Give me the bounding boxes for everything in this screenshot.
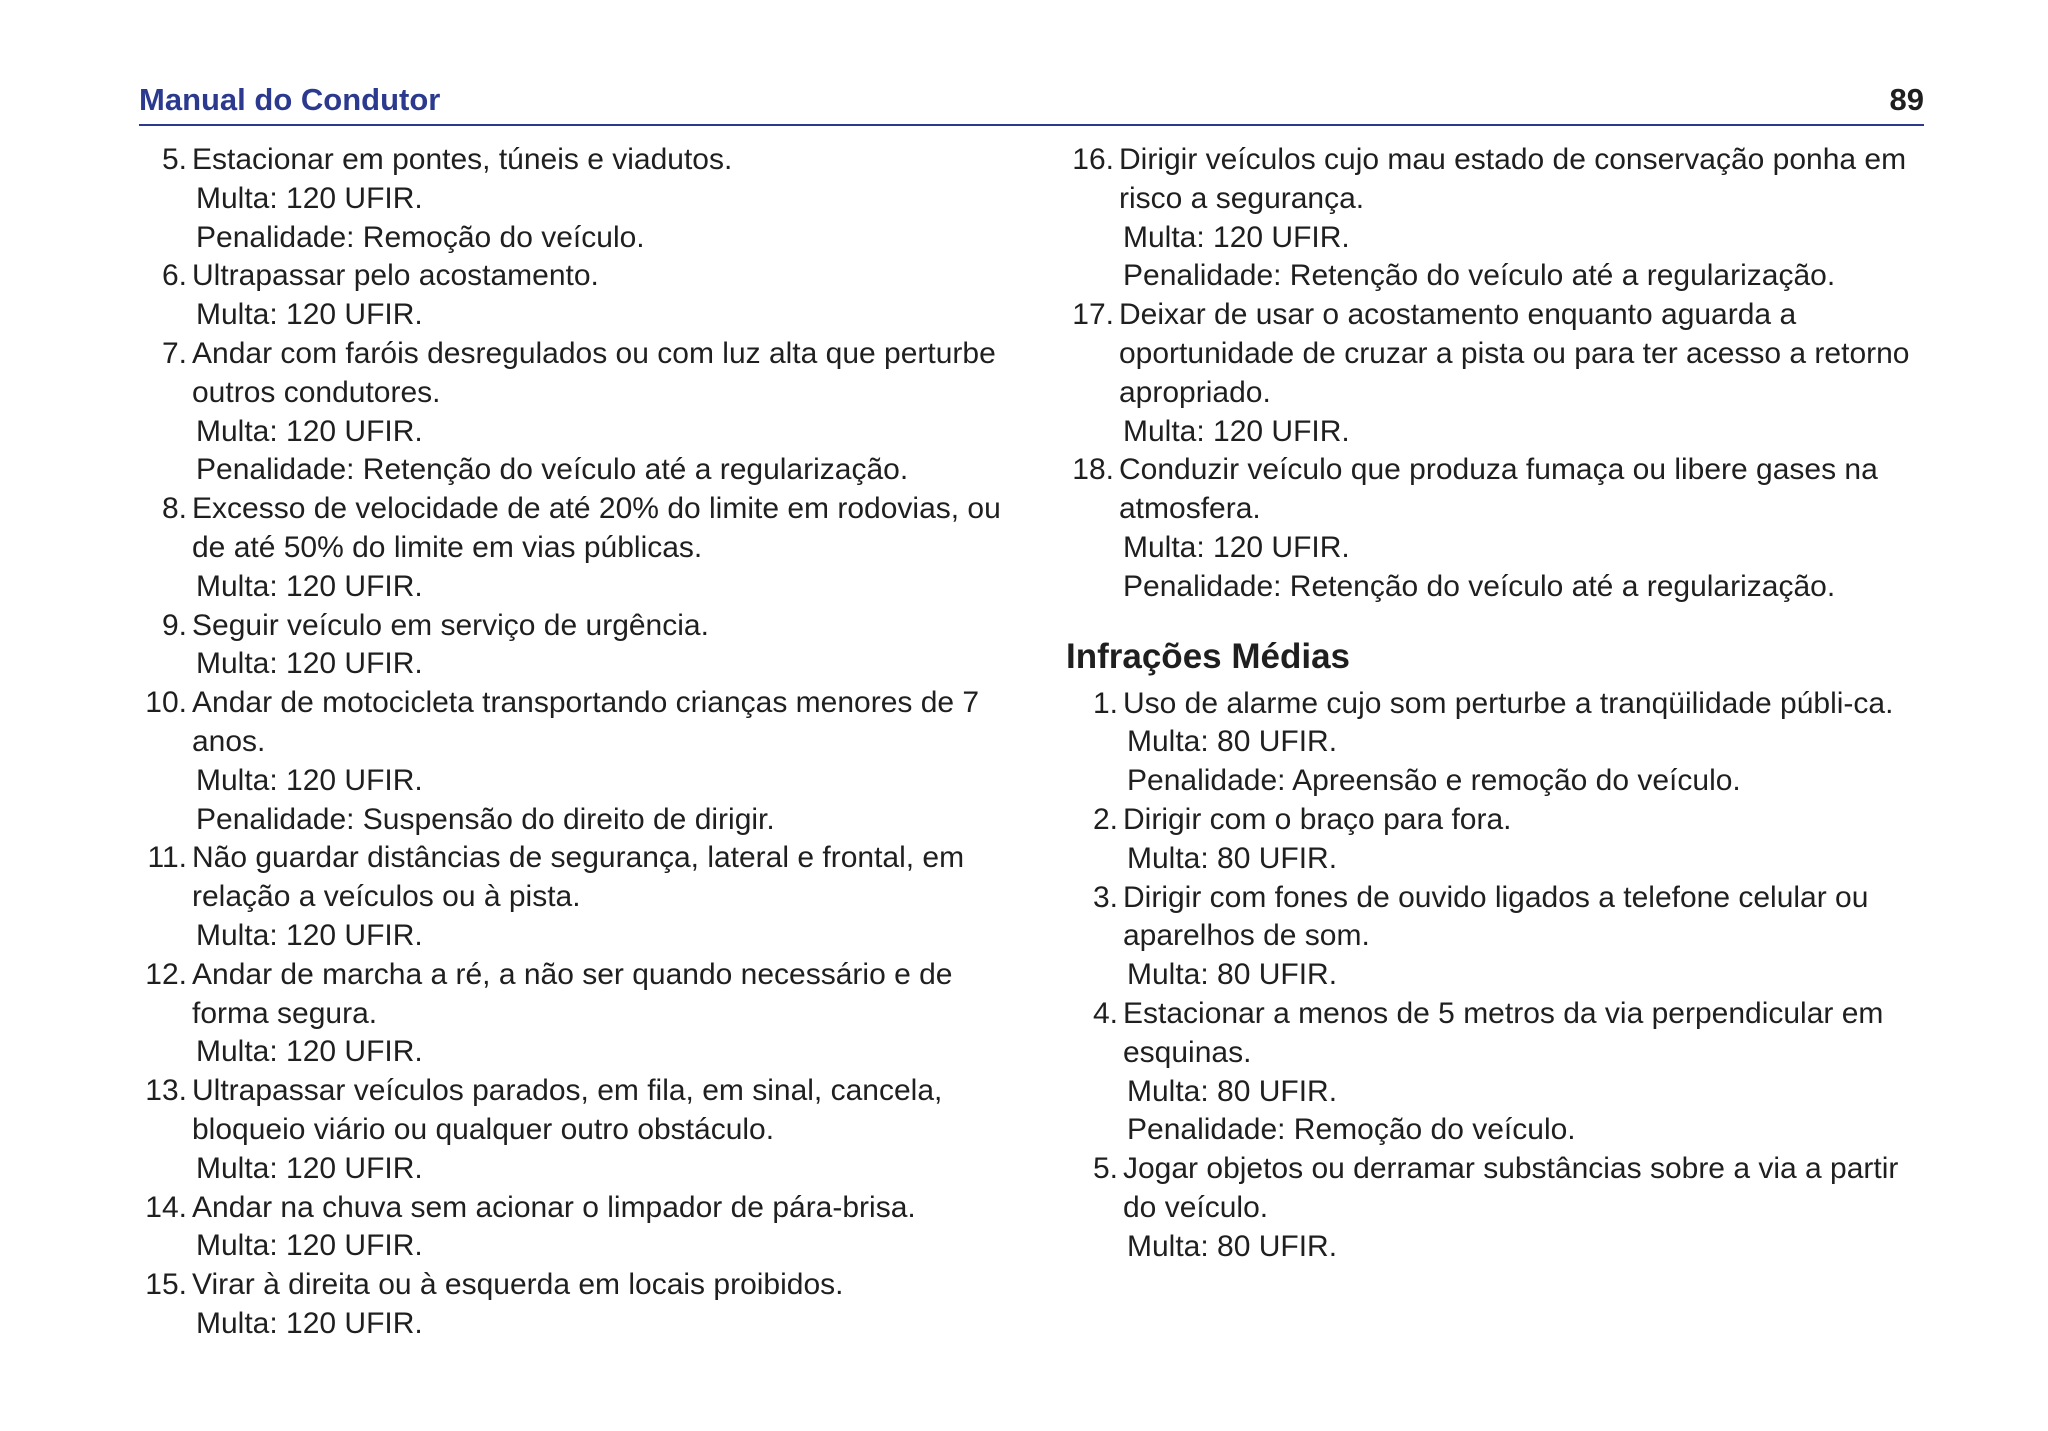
list-item: [1070, 685, 1926, 801]
item-number: 7.: [161, 336, 187, 370]
item-description: Deixar de usar o acostamento enquanto aguarda a oportunidade de cruzar a pista ou para ter acesso a retorno apropriado.: [1119, 298, 1910, 409]
list-item: [1066, 451, 1926, 606]
list-item: [139, 1189, 1009, 1267]
item-fine: Multa: 120 UFIR.: [196, 647, 423, 681]
item-fine: Multa: 120 UFIR.: [196, 763, 423, 797]
item-description: Jogar objetos ou derramar substâncias sobre a via a partir do veículo.: [1123, 1152, 1899, 1224]
item-number: 2.: [1092, 802, 1118, 836]
item-fine: Multa: 120 UFIR.: [196, 181, 423, 215]
item-fine: Multa: 80 UFIR.: [1127, 958, 1338, 992]
item-penalty: Penalidade: Suspensão do direito de dirigir.: [196, 802, 775, 836]
item-fine: Multa: 120 UFIR.: [196, 414, 423, 448]
item-number: 6.: [161, 259, 187, 293]
item-penalty: Penalidade: Remoção do veículo.: [1127, 1113, 1576, 1147]
item-number: 3.: [1092, 880, 1118, 914]
left-column: [139, 141, 1009, 1344]
item-description: Dirigir com fones de ouvido ligados a telefone celular ou aparelhos de som.: [1123, 880, 1869, 953]
item-description: Virar à direita ou à esquerda em locais proibidos.: [192, 1268, 844, 1302]
item-fine: Multa: 120 UFIR.: [196, 1229, 423, 1263]
item-description: Uso de alarme cujo som perturbe a tranqüilidade públi-ca.: [1123, 686, 1894, 720]
item-fine: Multa: 120 UFIR.: [196, 1035, 423, 1069]
list-item: [139, 257, 1009, 335]
item-fine: Multa: 120 UFIR.: [196, 1151, 423, 1185]
item-description: Ultrapassar veículos parados, em fila, em sinal, cancela, bloqueio viário ou qualquer outro obstáculo.: [192, 1074, 943, 1146]
item-penalty: Penalidade: Retenção do veículo até a regularização.: [1123, 569, 1836, 603]
header-title: Manual do Condutor: [139, 82, 441, 117]
item-number: 14.: [145, 1190, 187, 1224]
item-number: 13.: [145, 1074, 187, 1108]
item-fine: Multa: 120 UFIR.: [196, 918, 423, 952]
item-description: Ultrapassar pelo acostamento.: [192, 259, 599, 293]
item-number: 16.: [1072, 143, 1114, 176]
item-description: Dirigir com o braço para fora.: [1123, 802, 1512, 836]
item-number: 17.: [1072, 298, 1114, 332]
item-fine: Multa: 120 UFIR.: [1123, 414, 1350, 448]
list-item: [1070, 995, 1926, 1150]
list-item: [139, 956, 1009, 1072]
list-item: [139, 839, 1009, 955]
list-item: [1070, 1150, 1926, 1266]
item-description: Dirigir veículos cujo mau estado de conservação ponha em risco a segurança.: [1119, 143, 1907, 215]
list-item: [139, 1266, 1009, 1344]
list-item: [1070, 801, 1926, 879]
item-number: 18.: [1072, 453, 1114, 487]
item-penalty: Penalidade: Retenção do veículo até a regularização.: [1123, 259, 1836, 293]
infraction-list-right: [1066, 141, 1926, 607]
list-item: [139, 1072, 1009, 1188]
item-number: 1.: [1092, 686, 1118, 720]
item-description: Estacionar a menos de 5 metros da via perpendicular em esquinas.: [1123, 996, 1884, 1069]
section-title: Infrações Médias: [1066, 636, 1350, 676]
item-fine: Multa: 80 UFIR.: [1127, 841, 1338, 875]
item-number: 12.: [145, 957, 187, 991]
item-description: Andar de motocicleta transportando crianças menores de 7 anos.: [192, 686, 980, 758]
item-description: Excesso de velocidade de até 20% do limite em rodovias, ou de até 50% do limite em vias públicas.: [192, 492, 1001, 564]
item-fine: Multa: 80 UFIR.: [1127, 725, 1338, 759]
item-number: 9.: [161, 608, 187, 642]
item-penalty: Penalidade: Retenção do veículo até a regularização.: [196, 453, 909, 487]
infraction-list-medias: [1066, 685, 1926, 1267]
page-number: 89: [1889, 82, 1924, 117]
right-column: [1066, 141, 1926, 1267]
item-fine: Multa: 120 UFIR.: [196, 1306, 423, 1340]
item-number: 4.: [1092, 996, 1118, 1030]
list-item: [139, 141, 1009, 257]
item-number: 8.: [161, 492, 187, 526]
item-description: Andar na chuva sem acionar o limpador de pára-brisa.: [192, 1190, 916, 1224]
item-description: Não guardar distâncias de segurança, lateral e frontal, em relação a veículos ou à pista.: [192, 841, 965, 914]
item-fine: Multa: 120 UFIR.: [1123, 220, 1350, 254]
item-number: 10.: [145, 686, 187, 720]
list-item: [1066, 296, 1926, 451]
list-item: [139, 490, 1009, 606]
list-item: [1066, 141, 1926, 296]
item-number: 15.: [145, 1268, 187, 1302]
item-fine: Multa: 120 UFIR.: [196, 298, 423, 332]
list-item: [139, 684, 1009, 839]
item-fine: Multa: 120 UFIR.: [196, 569, 423, 603]
item-description: Conduzir veículo que produza fumaça ou libere gases na atmosfera.: [1119, 453, 1878, 526]
item-description: Seguir veículo em serviço de urgência.: [192, 608, 709, 642]
item-fine: Multa: 80 UFIR.: [1127, 1074, 1338, 1108]
list-item: [139, 335, 1009, 490]
item-description: Andar de marcha a ré, a não ser quando necessário e de forma segura.: [192, 957, 953, 1030]
item-penalty: Penalidade: Remoção do veículo.: [196, 220, 645, 254]
item-description: Andar com faróis desregulados ou com luz alta que perturbe outros condutores.: [192, 336, 996, 409]
item-number: 5.: [161, 143, 187, 176]
list-item: [139, 607, 1009, 685]
page-header: [139, 80, 1924, 126]
item-description: Estacionar em pontes, túneis e viadutos.: [192, 143, 733, 176]
item-number: 5.: [1092, 1152, 1118, 1186]
item-penalty: Penalidade: Apreensão e remoção do veículo.: [1127, 764, 1741, 798]
item-number: 11.: [147, 841, 187, 875]
item-fine: Multa: 80 UFIR.: [1127, 1229, 1338, 1263]
item-fine: Multa: 120 UFIR.: [1123, 530, 1350, 564]
infraction-list-left: [139, 141, 1009, 1344]
list-item: [1070, 879, 1926, 995]
